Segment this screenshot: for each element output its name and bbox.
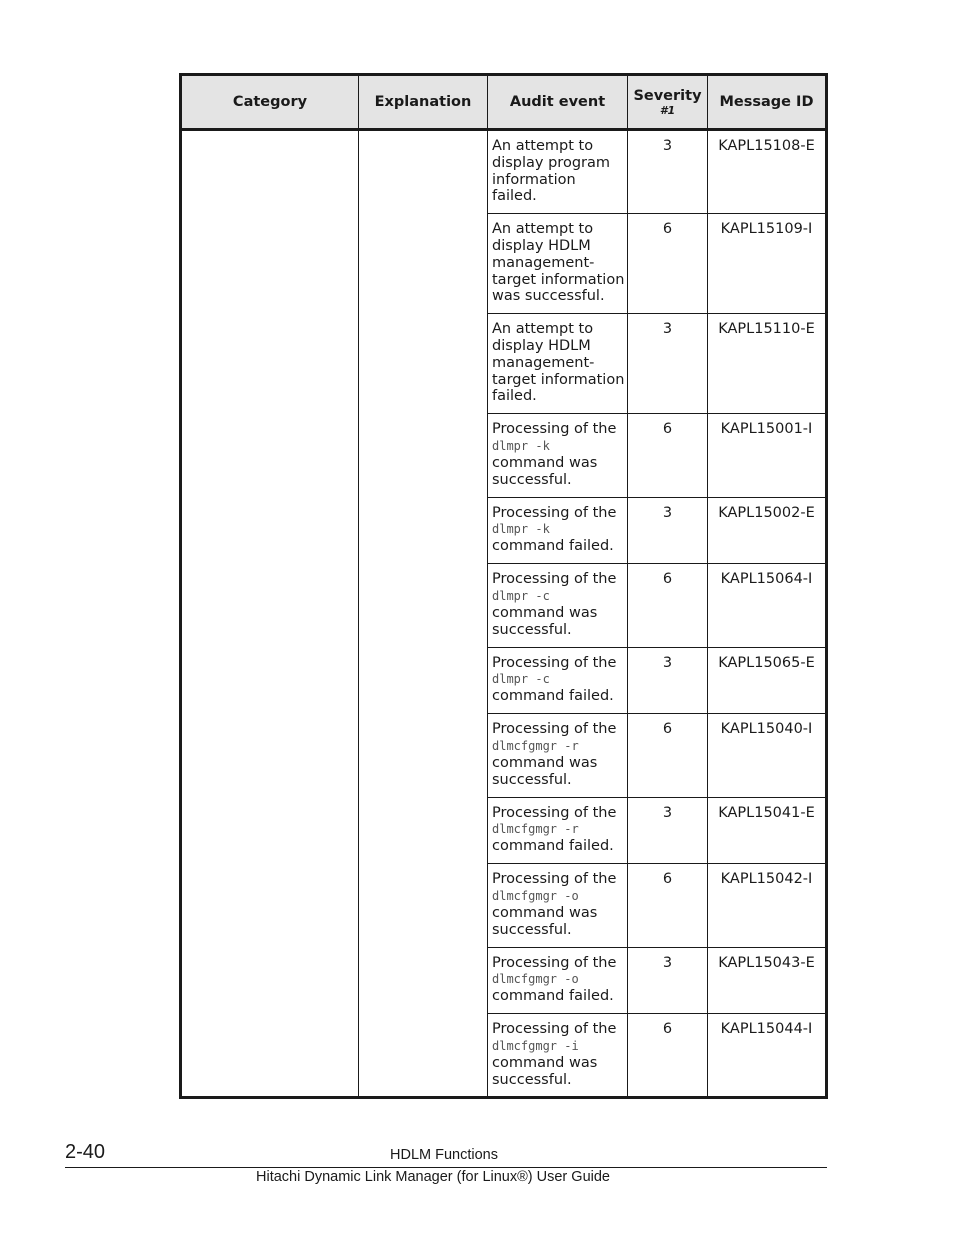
table-header-row <box>181 75 827 130</box>
command-name: dlmcfgmgr -o <box>492 888 579 903</box>
audit-event-text: Processing of the <box>492 721 617 738</box>
severity-cell: 3 <box>628 497 708 564</box>
message-id-cell: KAPL15064-I <box>708 564 827 647</box>
message-id-cell: KAPL15043-E <box>708 947 827 1014</box>
command-name: dlmcfgmgr -o <box>492 972 579 987</box>
command-name: dlmpr -c <box>492 588 550 603</box>
severity-cell: 6 <box>628 564 708 647</box>
audit-event-text: command failed. <box>492 688 614 705</box>
command-name: dlmpr -k <box>492 522 550 537</box>
severity-cell: 6 <box>628 1014 708 1098</box>
audit-event-text: command failed. <box>492 988 614 1005</box>
command-name: dlmcfgmgr -r <box>492 738 579 753</box>
audit-event-cell <box>488 564 628 647</box>
command-name: dlmpr -k <box>492 438 550 453</box>
audit-event-cell <box>488 947 628 1014</box>
message-id-cell: KAPL15040-I <box>708 714 827 797</box>
audit-event-text: command was successful. <box>492 1054 598 1088</box>
audit-event-cell <box>488 414 628 497</box>
command-name: dlmpr -c <box>492 672 550 687</box>
audit-event-text: Processing of the <box>492 804 617 821</box>
footer-divider <box>65 1167 827 1168</box>
footer-document-title: Hitachi Dynamic Link Manager (for Linux®) User Guide <box>256 1169 610 1185</box>
message-id-cell: KAPL15109-I <box>708 214 827 314</box>
page-number: 2-40 <box>65 1141 106 1163</box>
audit-event-cell <box>488 497 628 564</box>
footer-section-title: HDLM Functions <box>390 1147 498 1163</box>
audit-event-cell <box>488 864 628 947</box>
audit-event-table <box>179 73 828 1099</box>
message-id-cell: KAPL15044-I <box>708 1014 827 1098</box>
audit-event-text: An attempt to display program information failed. <box>492 138 610 205</box>
header-message-id: Message ID <box>708 75 827 130</box>
audit-event-text: Processing of the <box>492 871 617 888</box>
message-id-cell: KAPL15108-E <box>708 130 827 214</box>
audit-event-text: command was successful. <box>492 604 598 638</box>
header-explanation: Explanation <box>359 75 488 130</box>
audit-event-text: Processing of the <box>492 954 617 971</box>
category-cell <box>181 130 359 1098</box>
audit-event-text: command was successful. <box>492 454 598 488</box>
severity-cell: 6 <box>628 714 708 797</box>
table-row <box>181 130 827 214</box>
table-body <box>181 130 827 1098</box>
audit-event-cell <box>488 1014 628 1098</box>
severity-cell: 3 <box>628 947 708 1014</box>
audit-event-cell <box>488 714 628 797</box>
audit-event-text: command failed. <box>492 838 614 855</box>
audit-event-cell <box>488 314 628 414</box>
message-id-cell: KAPL15065-E <box>708 647 827 714</box>
audit-event-text: command was successful. <box>492 904 598 938</box>
header-severity-footnote: #1 <box>659 103 676 117</box>
audit-event-text: Processing of the <box>492 1021 617 1038</box>
severity-cell: 3 <box>628 647 708 714</box>
audit-event-text: An attempt to display HDLM management-target information was successful. <box>492 221 625 305</box>
command-name: dlmcfgmgr -r <box>492 822 579 837</box>
command-name: dlmcfgmgr -i <box>492 1038 579 1053</box>
audit-event-cell <box>488 214 628 314</box>
message-id-cell: KAPL15041-E <box>708 797 827 864</box>
audit-event-text: command was successful. <box>492 754 598 788</box>
audit-event-text: An attempt to display HDLM management-target information failed. <box>492 321 625 405</box>
audit-event-text: Processing of the <box>492 421 617 438</box>
explanation-cell <box>359 130 488 1098</box>
header-audit-event: Audit event <box>488 75 628 130</box>
severity-cell: 3 <box>628 797 708 864</box>
audit-event-text: Processing of the <box>492 504 617 521</box>
severity-cell: 6 <box>628 414 708 497</box>
message-id-cell: KAPL15002-E <box>708 497 827 564</box>
audit-event-text: Processing of the <box>492 654 617 671</box>
message-id-cell: KAPL15110-E <box>708 314 827 414</box>
severity-cell: 6 <box>628 214 708 314</box>
audit-event-cell <box>488 130 628 214</box>
severity-cell: 6 <box>628 864 708 947</box>
severity-cell: 3 <box>628 314 708 414</box>
header-severity <box>628 75 708 130</box>
audit-event-cell <box>488 647 628 714</box>
audit-event-text: command failed. <box>492 538 614 555</box>
message-id-cell: KAPL15042-I <box>708 864 827 947</box>
audit-event-text: Processing of the <box>492 571 617 588</box>
audit-event-cell <box>488 797 628 864</box>
header-category: Category <box>181 75 359 130</box>
message-id-cell: KAPL15001-I <box>708 414 827 497</box>
severity-cell: 3 <box>628 130 708 214</box>
header-severity-label: Severity <box>633 87 702 104</box>
